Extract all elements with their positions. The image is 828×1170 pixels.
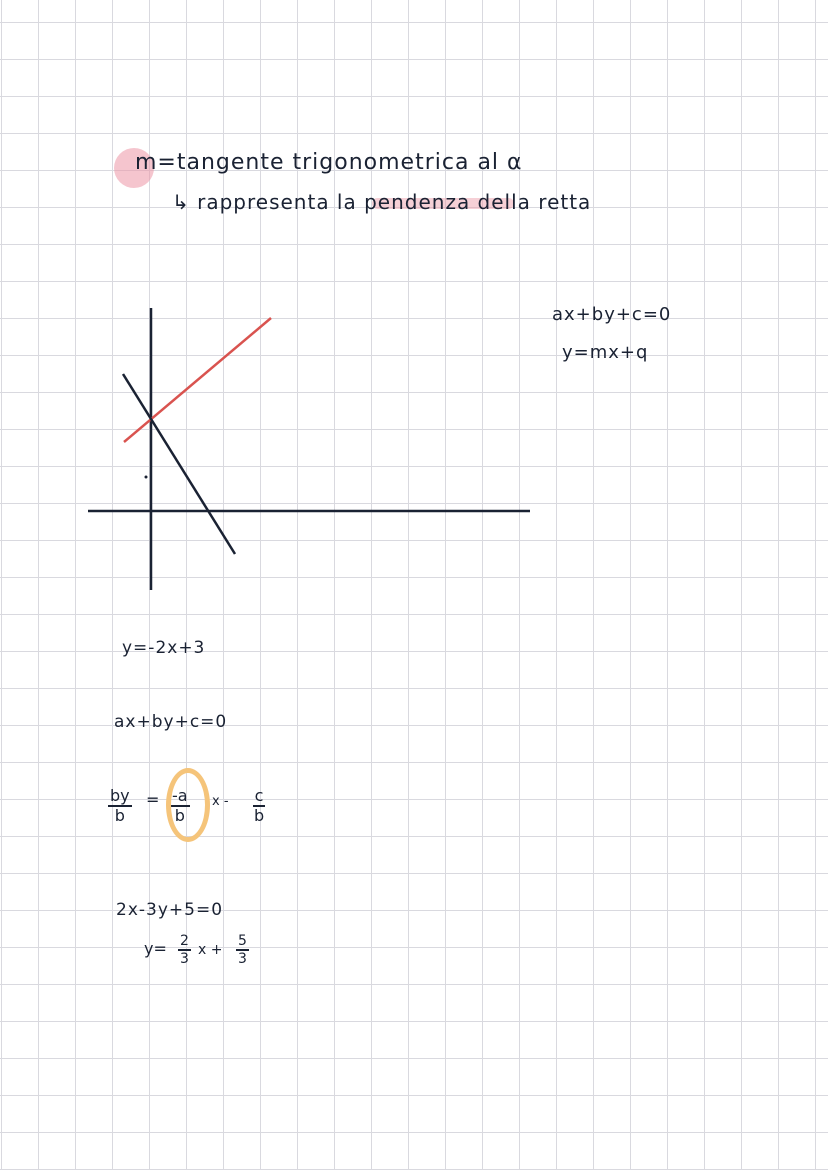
intercept-2-denominator: 3 [238,951,247,967]
example-line-text: y=-2x+3 [122,638,206,658]
slope-2-fraction [178,934,191,966]
example-2-text: 2x-3y+5=0 [116,900,224,920]
slope-highlight [166,768,210,842]
intercept-fraction [252,788,266,824]
slope-2-denominator: 3 [180,951,189,967]
general-form-text: ax+by+c=0 [552,304,672,325]
x-minus-text: x - [212,794,229,809]
slope-numerator: -a [172,786,188,805]
intercept-numerator: c [254,786,264,805]
meaning-text: ↳ rappresenta la pendenza della retta [172,190,592,214]
axis-dot [145,476,148,479]
intercept-2-numerator: 5 [238,933,247,949]
slope-denominator: b [174,806,185,825]
equals-sign: = [146,790,160,809]
dark-line [123,374,235,554]
intercept-denominator: b [254,806,265,825]
general-form-2-text: ax+by+c=0 [114,712,228,732]
explicit-form-text: y=mx+q [562,342,649,363]
x-plus-text: x + [198,942,223,958]
definition-text: m=tangente trigonometrica al α [135,150,523,175]
lhs-fraction [108,788,132,824]
y-equals-text: y= [144,939,167,958]
intercept-2-fraction [236,934,249,966]
lhs-numerator: by [110,786,130,805]
red-line [124,318,271,442]
lhs-denominator: b [114,806,125,825]
slope-2-numerator: 2 [180,933,189,949]
